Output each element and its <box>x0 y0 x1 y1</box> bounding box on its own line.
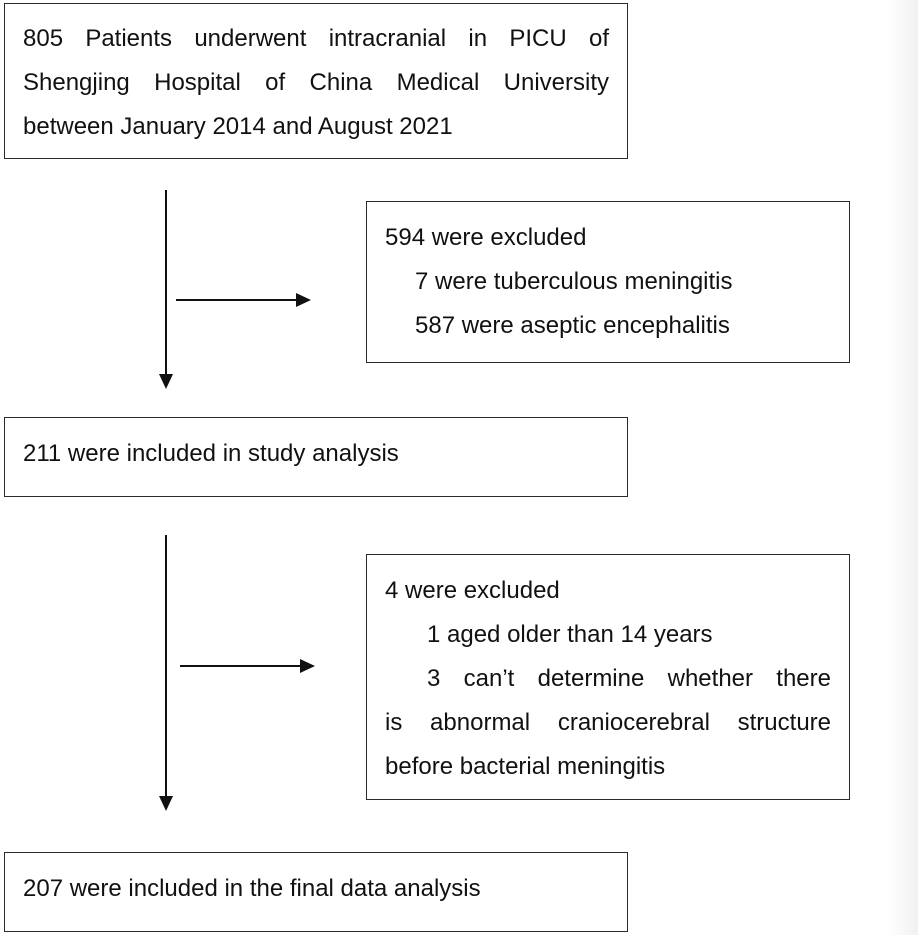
arrowhead-right-1 <box>296 293 311 307</box>
first-exclusion-box <box>366 201 850 363</box>
final-analysis-text: 207 were included in the final data analysis <box>23 875 481 902</box>
second-exclusion-item-structure-line-2: is abnormal craniocerebral structure <box>385 709 831 736</box>
initial-patients-box <box>4 3 628 159</box>
first-exclusion-title: 594 were excluded <box>385 224 587 251</box>
study-analysis-box <box>4 417 628 497</box>
second-exclusion-box <box>366 554 850 800</box>
second-exclusion-item-structure-line-3: before bacterial meningitis <box>385 753 666 780</box>
first-exclusion-item-tuberculous: 7 were tuberculous meningitis <box>415 268 733 295</box>
study-analysis-text: 211 were included in study analysis <box>23 440 399 467</box>
final-analysis-box <box>4 852 628 932</box>
second-exclusion-item-structure-line-1: 3 can’t determine whether there <box>427 665 831 692</box>
initial-patients-line-3: between January 2014 and August 2021 <box>23 113 453 140</box>
second-exclusion-item-age: 1 aged older than 14 years <box>427 621 713 648</box>
arrowhead-right-2 <box>300 659 315 673</box>
arrowhead-down-1 <box>159 374 173 389</box>
arrowhead-down-2 <box>159 796 173 811</box>
initial-patients-line-1: 805 Patients underwent intracranial in PICU of <box>23 25 609 52</box>
second-exclusion-title: 4 were excluded <box>385 577 560 604</box>
initial-patients-line-2: Shengjing Hospital of China Medical University <box>23 69 609 96</box>
first-exclusion-item-aseptic: 587 were aseptic encephalitis <box>415 312 730 339</box>
